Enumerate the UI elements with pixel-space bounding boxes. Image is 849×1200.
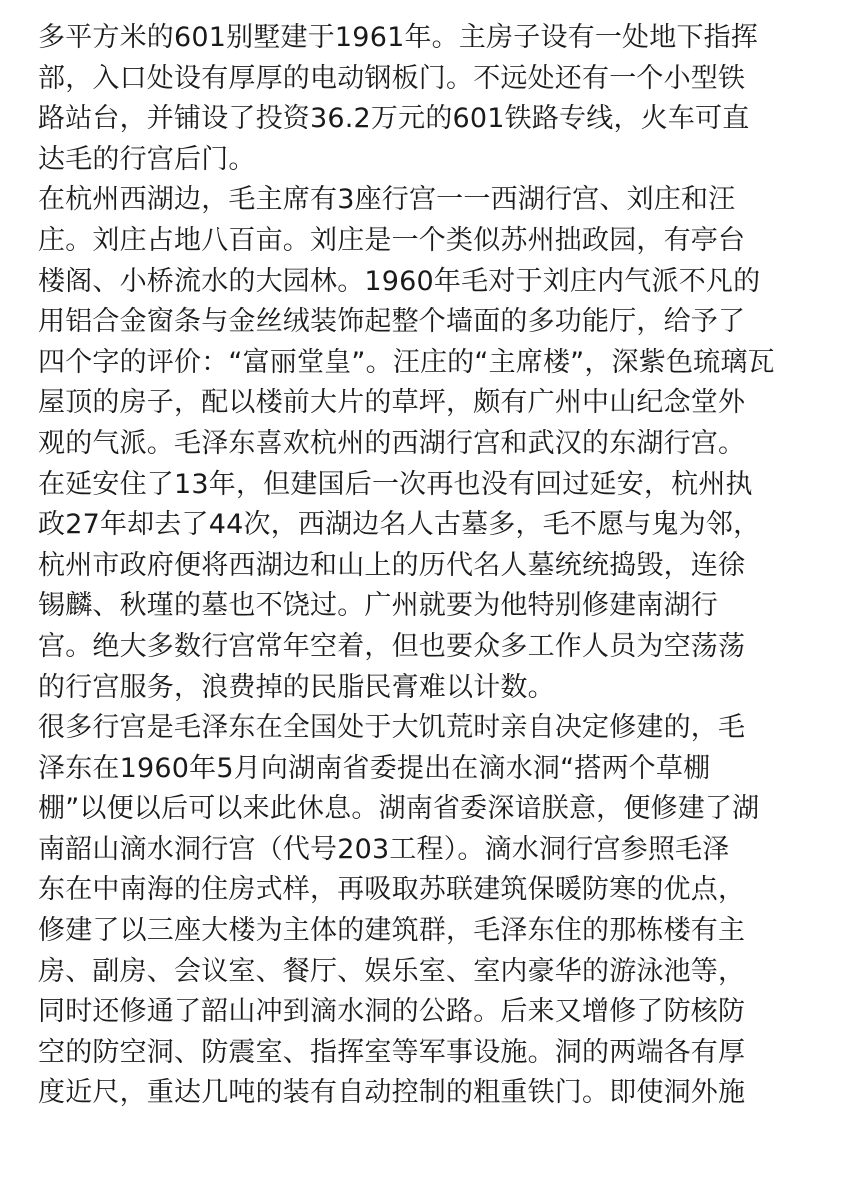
- article-text: [38, 18, 828, 1114]
- text-line: 锡麟、秋瑾的墓也不饶过。广州就要为他特别修建南湖行: [38, 590, 718, 622]
- text-line: 楼阁、小桥流水的大园林。1960年毛对于刘庄内气派不凡的: [38, 265, 761, 297]
- text-line: 庄。刘庄占地八百亩。刘庄是一个类似苏州拙政园，有亭台: [38, 224, 746, 256]
- text-line: 多平方米的601别墅建于1961年。主房子设有一处地下指挥: [38, 22, 759, 53]
- text-line: 政27年却去了44次，西湖边名人古墓多，毛不愿与鬼为邻，: [38, 509, 761, 541]
- text-line: 空的防空洞、防震室、指挥室等军事设施。洞的两端各有厚: [38, 1036, 746, 1068]
- text-line: 杭州市政府便将西湖边和山上的历代名人墓统统捣毁，连徐: [38, 549, 746, 581]
- text-line: 宫。绝大多数行宫常年空着，但也要众多工作人员为空荡荡: [38, 630, 746, 662]
- text-line: 四个字的评价：“富丽堂皇”。汪庄的“主席楼”，深紫色琉璃瓦: [38, 346, 775, 378]
- text-line: 屋顶的房子，配以楼前大片的草坪，颇有广州中山纪念堂外: [38, 387, 746, 419]
- text-line: 同时还修通了韶山冲到滴水洞的公路。后来又增修了防核防: [38, 996, 746, 1028]
- text-line: 的行宫服务，浪费掉的民脂民膏难以计数。: [38, 671, 555, 703]
- text-line: 修建了以三座大楼为主体的建筑群，毛泽东住的那栋楼有主: [38, 915, 746, 947]
- text-line: 观的气派。毛泽东喜欢杭州的西湖行宫和武汉的东湖行宫。: [38, 427, 746, 459]
- text-line: 泽东在1960年5月向湖南省委提出在滴水洞“搭两个草棚: [38, 752, 711, 784]
- text-line: 很多行宫是毛泽东在全国处于大饥荒时亲自决定修建的，毛: [38, 712, 746, 744]
- text-line: 度近尺，重达几吨的装有自动控制的粗重铁门。即使洞外施: [38, 1077, 746, 1109]
- text-line: 东在中南海的住房式样，再吸取苏联建筑保暖防寒的优点，: [38, 874, 746, 906]
- text-line: 用铝合金窗条与金丝绒装饰起整个墙面的多功能厅，给予了: [38, 306, 746, 338]
- text-line: 房、副房、会议室、餐厅、娱乐室、室内豪华的游泳池等，: [38, 955, 746, 987]
- text-line: 在延安住了13年，但建国后一次再也没有回过延安，杭州执: [38, 468, 753, 500]
- text-line: 部，入口处设有厚厚的电动钢板门。不远处还有一个小型铁: [38, 62, 746, 94]
- text-line: 南韶山滴水洞行宫（代号203工程）。滴水洞行宫参照毛泽: [38, 833, 730, 865]
- text-line: 在杭州西湖边，毛主席有3座行宫一一西湖行宫、刘庄和汪: [38, 184, 736, 216]
- text-line: 达毛的行宫后门。: [38, 143, 256, 175]
- text-line: 棚”以便以后可以来此休息。湖南省委深谙朕意，便修建了湖: [38, 793, 760, 825]
- text-line: 路站台，并铺设了投资36.2万元的601铁路专线，火车可直: [38, 103, 750, 135]
